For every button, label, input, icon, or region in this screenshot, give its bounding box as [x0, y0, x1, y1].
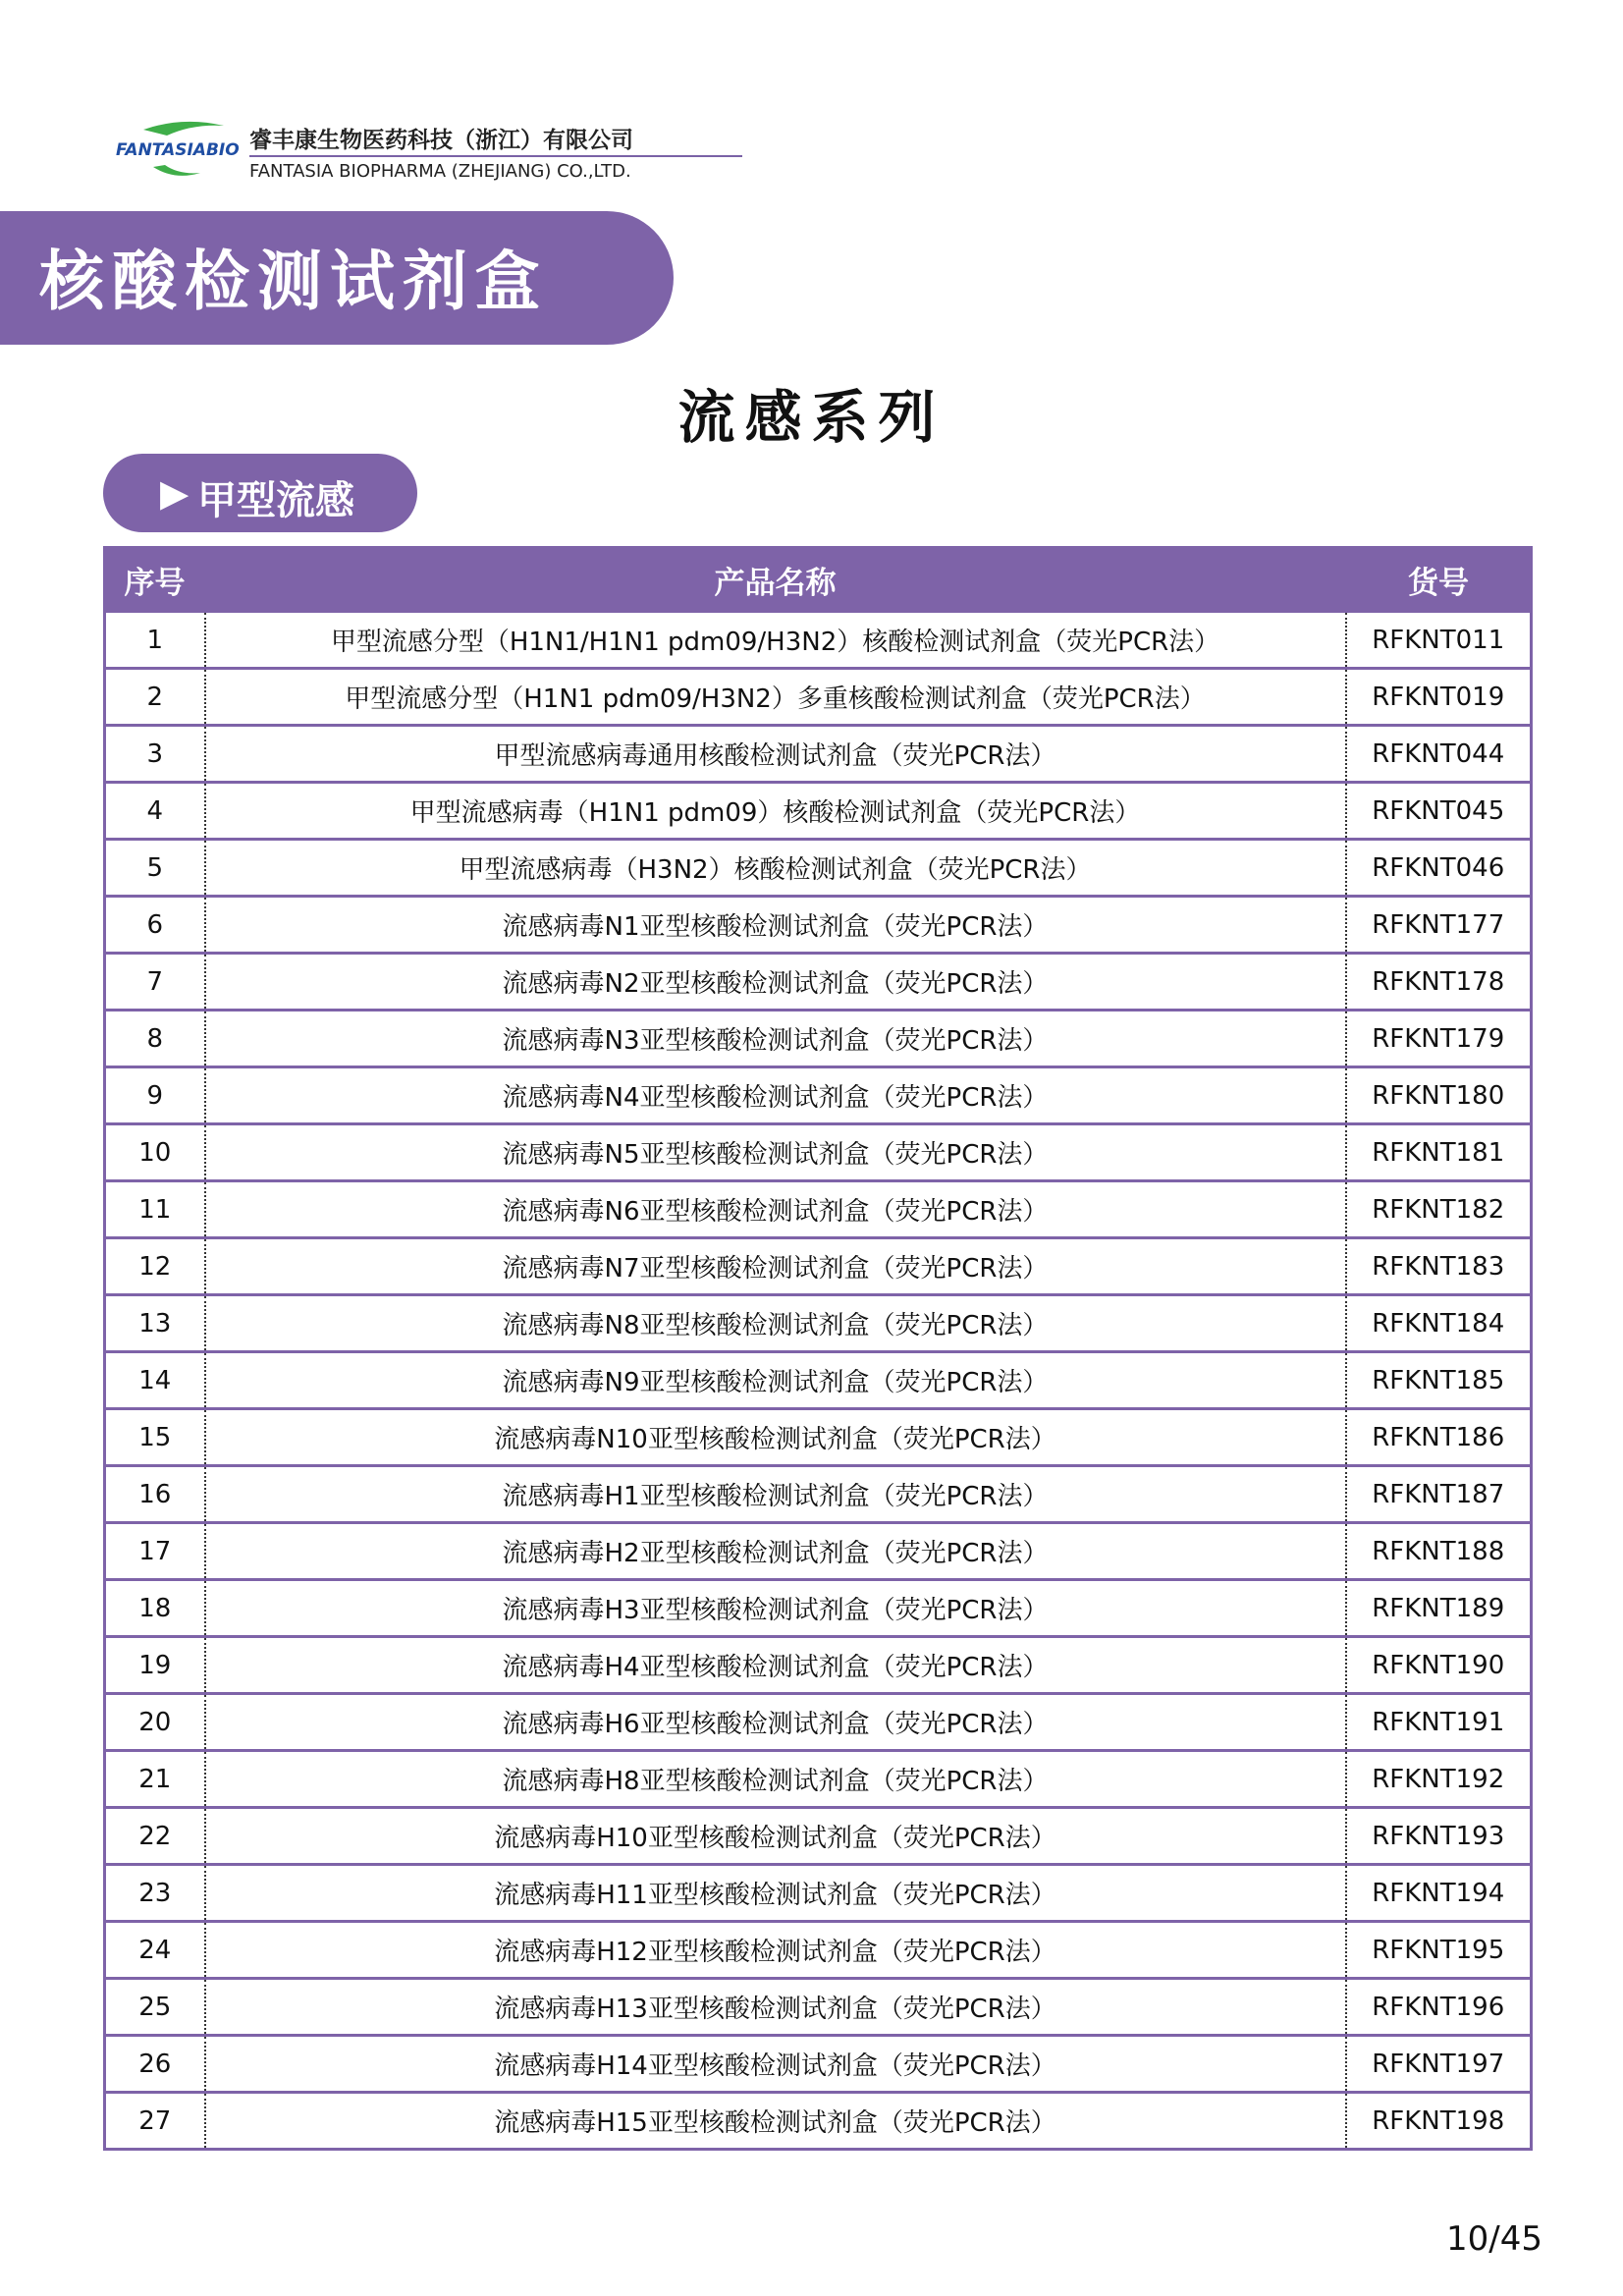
product-name: 流感病毒N7亚型核酸检测试剂盒（荧光PCR法） [205, 1238, 1346, 1295]
product-code: RFKNT198 [1346, 2093, 1532, 2150]
row-number: 15 [105, 1409, 205, 1466]
banner-title: 核酸检测试剂盒 [39, 244, 548, 319]
table-row [105, 1922, 1532, 1979]
product-code: RFKNT177 [1346, 897, 1532, 954]
catalog-banner [0, 211, 674, 345]
product-code: RFKNT193 [1346, 1808, 1532, 1865]
table-row [105, 669, 1532, 726]
section-label-text: 甲型流感 [197, 478, 354, 523]
table-row [105, 840, 1532, 897]
product-code: RFKNT187 [1346, 1466, 1532, 1523]
table-body [105, 612, 1532, 2150]
table-row [105, 612, 1532, 669]
table-row [105, 1011, 1532, 1067]
product-name: 甲型流感病毒（H1N1 pdm09）核酸检测试剂盒（荧光PCR法） [205, 783, 1346, 840]
product-code: RFKNT197 [1346, 2036, 1532, 2093]
row-number: 10 [105, 1124, 205, 1181]
product-name: 甲型流感分型（H1N1 pdm09/H3N2）多重核酸检测试剂盒（荧光PCR法） [205, 669, 1346, 726]
row-number: 3 [105, 726, 205, 783]
product-name: 流感病毒H3亚型核酸检测试剂盒（荧光PCR法） [205, 1580, 1346, 1637]
product-code: RFKNT181 [1346, 1124, 1532, 1181]
product-name: 流感病毒N5亚型核酸检测试剂盒（荧光PCR法） [205, 1124, 1346, 1181]
product-name: 甲型流感病毒（H3N2）核酸检测试剂盒（荧光PCR法） [205, 840, 1346, 897]
table-row [105, 783, 1532, 840]
product-name: 流感病毒H13亚型核酸检测试剂盒（荧光PCR法） [205, 1979, 1346, 2036]
product-name: 甲型流感病毒通用核酸检测试剂盒（荧光PCR法） [205, 726, 1346, 783]
table-row [105, 1466, 1532, 1523]
company-name-cn: 睿丰康生物医药科技（浙江）有限公司 [249, 128, 633, 153]
table-row [105, 1523, 1532, 1580]
row-number: 16 [105, 1466, 205, 1523]
triangle-right-icon: ▶ [160, 471, 189, 515]
row-number: 7 [105, 954, 205, 1011]
table-row [105, 1979, 1532, 2036]
row-number: 5 [105, 840, 205, 897]
table-row [105, 897, 1532, 954]
header-no: 序号 [105, 548, 205, 612]
product-code: RFKNT044 [1346, 726, 1532, 783]
row-number: 4 [105, 783, 205, 840]
page-number: 10/45 [1446, 2219, 1542, 2259]
table-header-row [105, 548, 1532, 612]
product-code: RFKNT196 [1346, 1979, 1532, 2036]
product-name: 流感病毒N1亚型核酸检测试剂盒（荧光PCR法） [205, 897, 1346, 954]
table-row [105, 1580, 1532, 1637]
product-code: RFKNT189 [1346, 1580, 1532, 1637]
row-number: 9 [105, 1067, 205, 1124]
product-code: RFKNT182 [1346, 1181, 1532, 1238]
product-name: 流感病毒H8亚型核酸检测试剂盒（荧光PCR法） [205, 1751, 1346, 1808]
row-number: 25 [105, 1979, 205, 2036]
company-name-en: FANTASIA BIOPHARMA (ZHEJIANG) CO.,LTD. [249, 161, 631, 182]
product-code: RFKNT188 [1346, 1523, 1532, 1580]
row-number: 26 [105, 2036, 205, 2093]
product-code: RFKNT194 [1346, 1865, 1532, 1922]
product-name: 流感病毒H2亚型核酸检测试剂盒（荧光PCR法） [205, 1523, 1346, 1580]
product-name: 流感病毒N3亚型核酸检测试剂盒（荧光PCR法） [205, 1011, 1346, 1067]
table-row [105, 1694, 1532, 1751]
table-row [105, 2036, 1532, 2093]
product-code: RFKNT019 [1346, 669, 1532, 726]
row-number: 23 [105, 1865, 205, 1922]
product-name: 甲型流感分型（H1N1/H1N1 pdm09/H3N2）核酸检测试剂盒（荧光PCR法） [205, 612, 1346, 669]
header-name: 产品名称 [205, 548, 1346, 612]
product-code: RFKNT191 [1346, 1694, 1532, 1751]
company-logo [114, 116, 634, 194]
row-number: 8 [105, 1011, 205, 1067]
product-name: 流感病毒H12亚型核酸检测试剂盒（荧光PCR法） [205, 1922, 1346, 1979]
product-name: 流感病毒H11亚型核酸检测试剂盒（荧光PCR法） [205, 1865, 1346, 1922]
product-name: 流感病毒H15亚型核酸检测试剂盒（荧光PCR法） [205, 2093, 1346, 2150]
product-name: 流感病毒N2亚型核酸检测试剂盒（荧光PCR法） [205, 954, 1346, 1011]
row-number: 22 [105, 1808, 205, 1865]
product-code: RFKNT186 [1346, 1409, 1532, 1466]
product-code: RFKNT011 [1346, 612, 1532, 669]
product-name: 流感病毒N10亚型核酸检测试剂盒（荧光PCR法） [205, 1409, 1346, 1466]
row-number: 21 [105, 1751, 205, 1808]
row-number: 19 [105, 1637, 205, 1694]
table-row [105, 1352, 1532, 1409]
product-name: 流感病毒N6亚型核酸检测试剂盒（荧光PCR法） [205, 1181, 1346, 1238]
row-number: 11 [105, 1181, 205, 1238]
row-number: 20 [105, 1694, 205, 1751]
product-name: 流感病毒N4亚型核酸检测试剂盒（荧光PCR法） [205, 1067, 1346, 1124]
table-row [105, 726, 1532, 783]
product-code: RFKNT185 [1346, 1352, 1532, 1409]
product-code: RFKNT190 [1346, 1637, 1532, 1694]
table-row [105, 2093, 1532, 2150]
table-row [105, 954, 1532, 1011]
table-row [105, 1238, 1532, 1295]
logo-divider [249, 155, 742, 157]
table-row [105, 1067, 1532, 1124]
table-row [105, 1808, 1532, 1865]
product-name: 流感病毒N8亚型核酸检测试剂盒（荧光PCR法） [205, 1295, 1346, 1352]
series-title: 流感系列 [677, 384, 946, 451]
product-code: RFKNT192 [1346, 1751, 1532, 1808]
row-number: 6 [105, 897, 205, 954]
row-number: 12 [105, 1238, 205, 1295]
row-number: 13 [105, 1295, 205, 1352]
product-name: 流感病毒H6亚型核酸检测试剂盒（荧光PCR法） [205, 1694, 1346, 1751]
table-row [105, 1751, 1532, 1808]
table-row [105, 1295, 1532, 1352]
row-number: 18 [105, 1580, 205, 1637]
table-row [105, 1865, 1532, 1922]
product-code: RFKNT184 [1346, 1295, 1532, 1352]
svg-text:FANTASIABIO: FANTASIABIO [116, 140, 240, 160]
row-number: 2 [105, 669, 205, 726]
row-number: 17 [105, 1523, 205, 1580]
table-row [105, 1409, 1532, 1466]
section-label [103, 454, 417, 532]
product-name: 流感病毒H10亚型核酸检测试剂盒（荧光PCR法） [205, 1808, 1346, 1865]
fantasiabio-logo-mark [114, 116, 242, 185]
header-code: 货号 [1346, 548, 1532, 612]
product-code: RFKNT178 [1346, 954, 1532, 1011]
row-number: 1 [105, 612, 205, 669]
table-row [105, 1181, 1532, 1238]
product-table [103, 546, 1533, 2151]
row-number: 14 [105, 1352, 205, 1409]
row-number: 27 [105, 2093, 205, 2150]
product-code: RFKNT195 [1346, 1922, 1532, 1979]
product-name: 流感病毒N9亚型核酸检测试剂盒（荧光PCR法） [205, 1352, 1346, 1409]
product-code: RFKNT179 [1346, 1011, 1532, 1067]
product-code: RFKNT046 [1346, 840, 1532, 897]
table-row [105, 1637, 1532, 1694]
row-number: 24 [105, 1922, 205, 1979]
product-name: 流感病毒H4亚型核酸检测试剂盒（荧光PCR法） [205, 1637, 1346, 1694]
product-code: RFKNT045 [1346, 783, 1532, 840]
product-code: RFKNT180 [1346, 1067, 1532, 1124]
product-name: 流感病毒H14亚型核酸检测试剂盒（荧光PCR法） [205, 2036, 1346, 2093]
product-name: 流感病毒H1亚型核酸检测试剂盒（荧光PCR法） [205, 1466, 1346, 1523]
table-row [105, 1124, 1532, 1181]
product-code: RFKNT183 [1346, 1238, 1532, 1295]
